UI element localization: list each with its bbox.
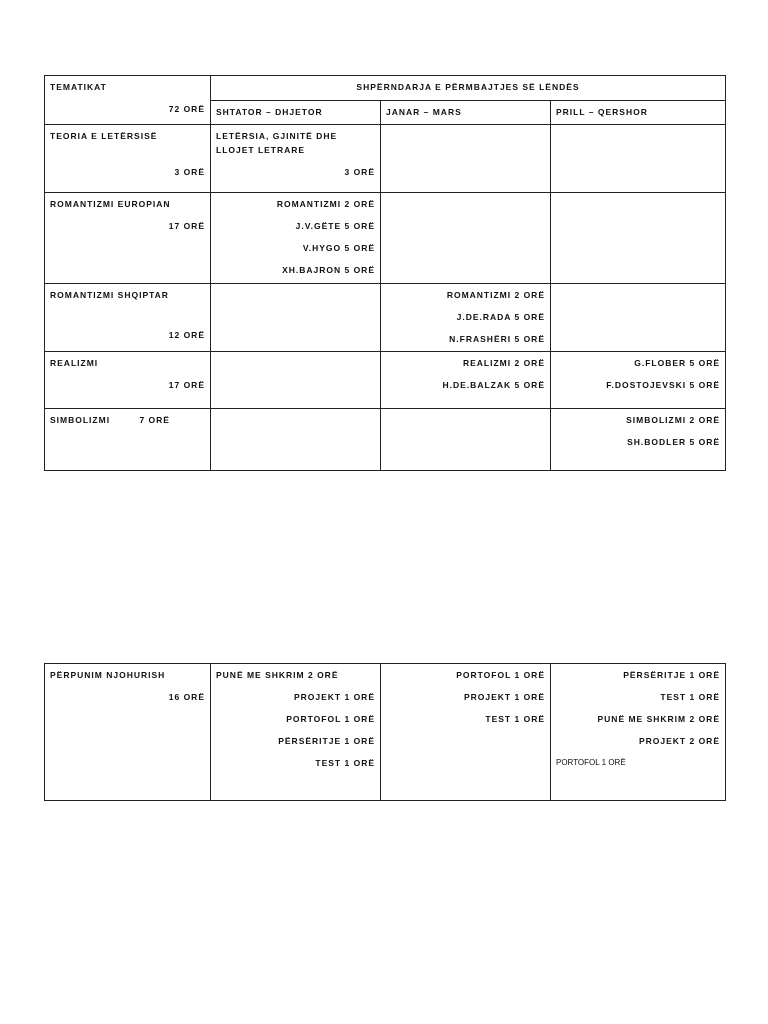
knowledge-processing-table: [44, 663, 726, 801]
topic-entry: XH.BAJRON 5 ORË: [282, 265, 375, 275]
theme-name: ROMANTIZMI EUROPIAN: [50, 199, 171, 209]
theme-name: TEORIA E LETËRSISË: [50, 131, 158, 141]
distribution-title-cell: [211, 76, 726, 101]
activity-entry: PORTOFOL 1 ORË: [456, 670, 545, 680]
period-header: SHTATOR – DHJETOR: [211, 101, 381, 125]
topic-entry: J.V.GËTE 5 ORË: [295, 221, 375, 231]
activity-entry: PUNË ME SHKRIM 2 ORË: [216, 670, 339, 680]
topic-entry: J.DE.RADA 5 ORË: [456, 312, 545, 322]
activity-entry-small: PORTOFOL 1 ORË: [556, 758, 626, 767]
topic-entry: SIMBOLIZMI 2 ORË: [626, 415, 721, 425]
theme-hours: 17 ORË: [168, 380, 205, 390]
theme-cell: [45, 284, 211, 352]
theme-hours: 12 ORË: [168, 330, 205, 340]
activity-entry: PROJEKT 2 ORË: [638, 736, 720, 746]
theme-hours: 16 ORË: [168, 692, 205, 702]
themes-header: TEMATIKAT: [50, 82, 107, 92]
period-cell: [551, 352, 726, 409]
period-header: PRILL – QERSHOR: [551, 101, 726, 125]
theme-cell: [45, 125, 211, 193]
period-cell: [381, 193, 551, 284]
activity-entry: PROJEKT 1 ORË: [293, 692, 375, 702]
activity-entry: TEST 1 ORË: [660, 692, 720, 702]
period-header: JANAR – MARS: [381, 101, 551, 125]
period-cell: [381, 664, 551, 801]
topic-entry: G.FLOBER 5 ORË: [634, 358, 721, 368]
topic-entry: F.DOSTOJEVSKI 5 ORË: [606, 380, 721, 390]
theme-hours: 3 ORË: [174, 167, 205, 177]
theme-cell: [45, 193, 211, 284]
topic-entry: ROMANTIZMI 2 ORË: [276, 199, 375, 209]
activity-entry: PROJEKT 1 ORË: [463, 692, 545, 702]
theme-name: SIMBOLIZMI: [50, 415, 111, 425]
topic-hours: 3 ORË: [344, 167, 375, 177]
period-cell: [551, 664, 726, 801]
topic-entry: ROMANTIZMI 2 ORË: [446, 290, 545, 300]
theme-hours: 17 ORË: [168, 221, 205, 231]
theme-line: [50, 413, 205, 427]
theme-name: REALIZMI: [50, 358, 99, 368]
period-cell: [381, 284, 551, 352]
period-cell: [551, 125, 726, 193]
period-cell: [211, 193, 381, 284]
activity-entry: PORTOFOL 1 ORË: [286, 714, 375, 724]
activity-entry: TEST 1 ORË: [485, 714, 545, 724]
distribution-title: SHPËRNDARJA E PËRMBAJTJES SË LËNDËS: [356, 82, 580, 92]
period-cell: [551, 193, 726, 284]
topic-entry: H.DE.BALZAK 5 ORË: [442, 380, 545, 390]
topic-entry: SH.BODLER 5 ORË: [627, 437, 721, 447]
period-cell: [381, 352, 551, 409]
period-cell: [551, 409, 726, 471]
topic-title: LETËRSIA, GJINITË DHE LLOJET LETRARE: [216, 131, 338, 155]
period-cell: [551, 284, 726, 352]
topic-entry: N.FRASHËRI 5 ORË: [449, 334, 545, 344]
period-cell: [211, 409, 381, 471]
content-distribution-table: [44, 75, 726, 471]
total-hours: 72 ORË: [168, 104, 205, 114]
theme-cell: [45, 409, 211, 471]
theme-name: PËRPUNIM NJOHURISH: [50, 670, 166, 680]
theme-name: ROMANTIZMI SHQIPTAR: [50, 290, 169, 300]
period-cell: [211, 284, 381, 352]
themes-header-cell: [45, 76, 211, 125]
period-cell: [381, 125, 551, 193]
theme-cell: [45, 352, 211, 409]
theme-hours: 7 ORË: [139, 415, 170, 425]
period-cell: [211, 125, 381, 193]
activity-entry: TEST 1 ORË: [315, 758, 375, 768]
activity-entry: PËRSËRITJE 1 ORË: [623, 670, 720, 680]
topic-entry: V.HYGO 5 ORË: [302, 243, 375, 253]
topic-entry: REALIZMI 2 ORË: [462, 358, 545, 368]
period-cell: [381, 409, 551, 471]
activity-entry: PËRSËRITJE 1 ORË: [278, 736, 375, 746]
theme-cell: [45, 664, 211, 801]
activity-entry: PUNË ME SHKRIM 2 ORË: [597, 714, 720, 724]
period-cell: [211, 664, 381, 801]
period-cell: [211, 352, 381, 409]
